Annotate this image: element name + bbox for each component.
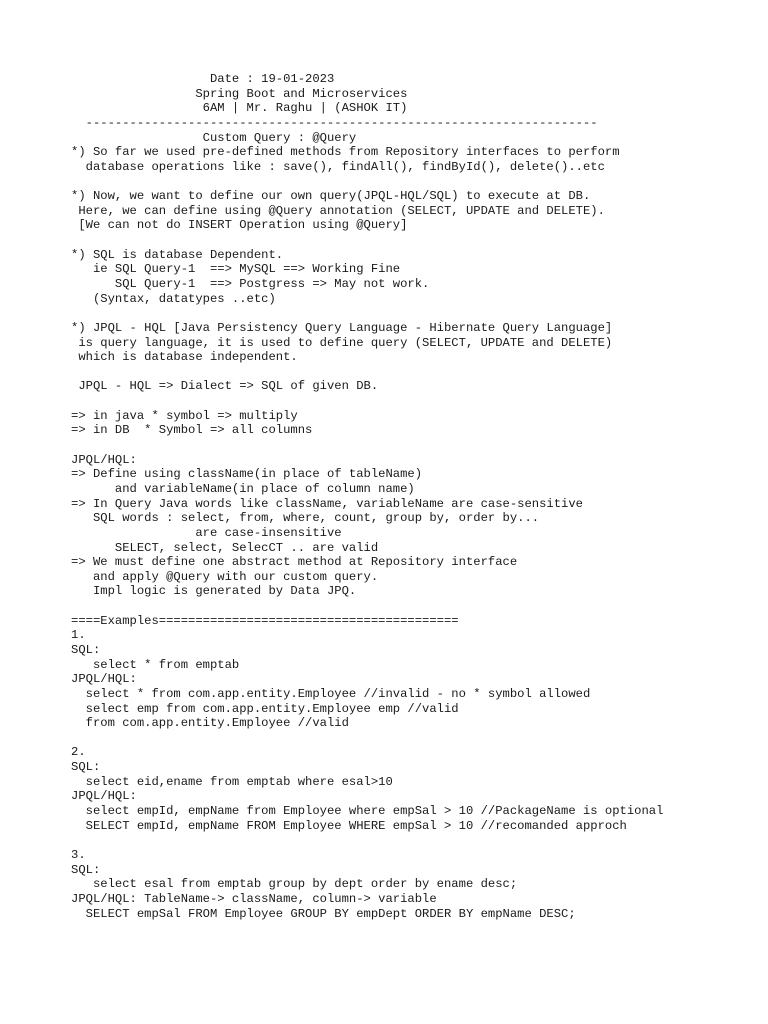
text-line [71, 394, 761, 409]
text-line: JPQL/HQL: [71, 789, 137, 804]
text-line: [We can not do INSERT Operation using @Query] [71, 218, 408, 233]
text-line: are case-insensitive [71, 525, 342, 540]
text-line: => in java * symbol => multiply [71, 408, 298, 423]
text-line: Here, we can define using @Query annotation (SELECT, UPDATE and DELETE). [71, 203, 605, 218]
text-line: SELECT, select, SelecCT .. are valid [71, 540, 379, 555]
text-line: 3. [71, 847, 86, 862]
text-line: select eid,ename from emptab where esal>10 [71, 774, 393, 789]
text-line [71, 365, 761, 380]
text-line: *) JPQL - HQL [Java Persistency Query Language - Hibernate Query Language] [71, 320, 613, 335]
text-line: SQL Query-1 ==> Postgress => May not work. [71, 276, 430, 291]
text-line: 2. [71, 745, 86, 760]
text-line: ie SQL Query-1 ==> MySQL ==> Working Fine [71, 262, 401, 277]
text-line: is query language, it is used to define query (SELECT, UPDATE and DELETE) [71, 335, 613, 350]
text-line: *) SQL is database Dependent. [71, 247, 284, 262]
text-line: select * from com.app.entity.Employee //invalid - no * symbol allowed [71, 686, 591, 701]
text-line [71, 833, 761, 848]
text-line: SQL: [71, 642, 101, 657]
text-line: and apply @Query with our custom query. [71, 569, 379, 584]
text-line: => We must define one abstract method at Repository interface [71, 555, 518, 570]
text-line [71, 731, 761, 746]
text-line: SELECT empId, empName FROM Employee WHERE empSal > 10 //recomanded approch [71, 818, 627, 833]
text-line: => in DB * Symbol => all columns [71, 423, 313, 438]
text-line: select emp from com.app.entity.Employee emp //valid [71, 701, 459, 716]
text-line: from com.app.entity.Employee //valid [71, 716, 349, 731]
text-line: select * from emptab [71, 657, 240, 672]
document-body [71, 72, 761, 921]
text-line [71, 174, 761, 189]
text-line [71, 306, 761, 321]
text-line: 1. [71, 628, 86, 643]
text-line: SELECT empSal FROM Employee GROUP BY empDept ORDER BY empName DESC; [71, 906, 576, 921]
text-line: => In Query Java words like className, variableName are case-sensitive [71, 496, 583, 511]
text-line: Custom Query : @Query [71, 130, 357, 145]
text-line: (Syntax, datatypes ..etc) [71, 291, 276, 306]
text-line [71, 438, 761, 453]
text-line: 6AM | Mr. Raghu | (ASHOK IT) [71, 101, 408, 116]
text-line: Spring Boot and Microservices [71, 86, 408, 101]
text-line: and variableName(in place of column name) [71, 481, 415, 496]
text-line: *) Now, we want to define our own query(JPQL-HQL/SQL) to execute at DB. [71, 189, 591, 204]
text-line: JPQL/HQL: TableName-> className, column-> variable [71, 891, 437, 906]
text-line: which is database independent. [71, 350, 298, 365]
text-line: SQL words : select, from, where, count, group by, order by... [71, 511, 540, 526]
text-line: JPQL/HQL: [71, 672, 137, 687]
text-line: database operations like : save(), findAll(), findById(), delete()..etc [71, 159, 605, 174]
text-line: JPQL - HQL => Dialect => SQL of given DB. [71, 379, 379, 394]
text-line: SQL: [71, 760, 101, 775]
text-line: Date : 19-01-2023 [71, 72, 335, 86]
text-line: SQL: [71, 862, 101, 877]
text-line: ====Examples========================================= [71, 613, 459, 628]
text-line [71, 599, 761, 614]
text-line: => Define using className(in place of tableName) [71, 467, 423, 482]
text-line: *) So far we used pre-defined methods from Repository interfaces to perform [71, 145, 620, 160]
text-line: select esal from emptab group by dept order by ename desc; [71, 877, 518, 892]
text-line: Impl logic is generated by Data JPQ. [71, 584, 357, 599]
text-line: JPQL/HQL: [71, 452, 137, 467]
text-line: select empId, empName from Employee where empSal > 10 //PackageName is optional [71, 804, 664, 819]
text-line [71, 233, 761, 248]
text-line: ---------------------------------------------------------------------- [71, 115, 598, 130]
